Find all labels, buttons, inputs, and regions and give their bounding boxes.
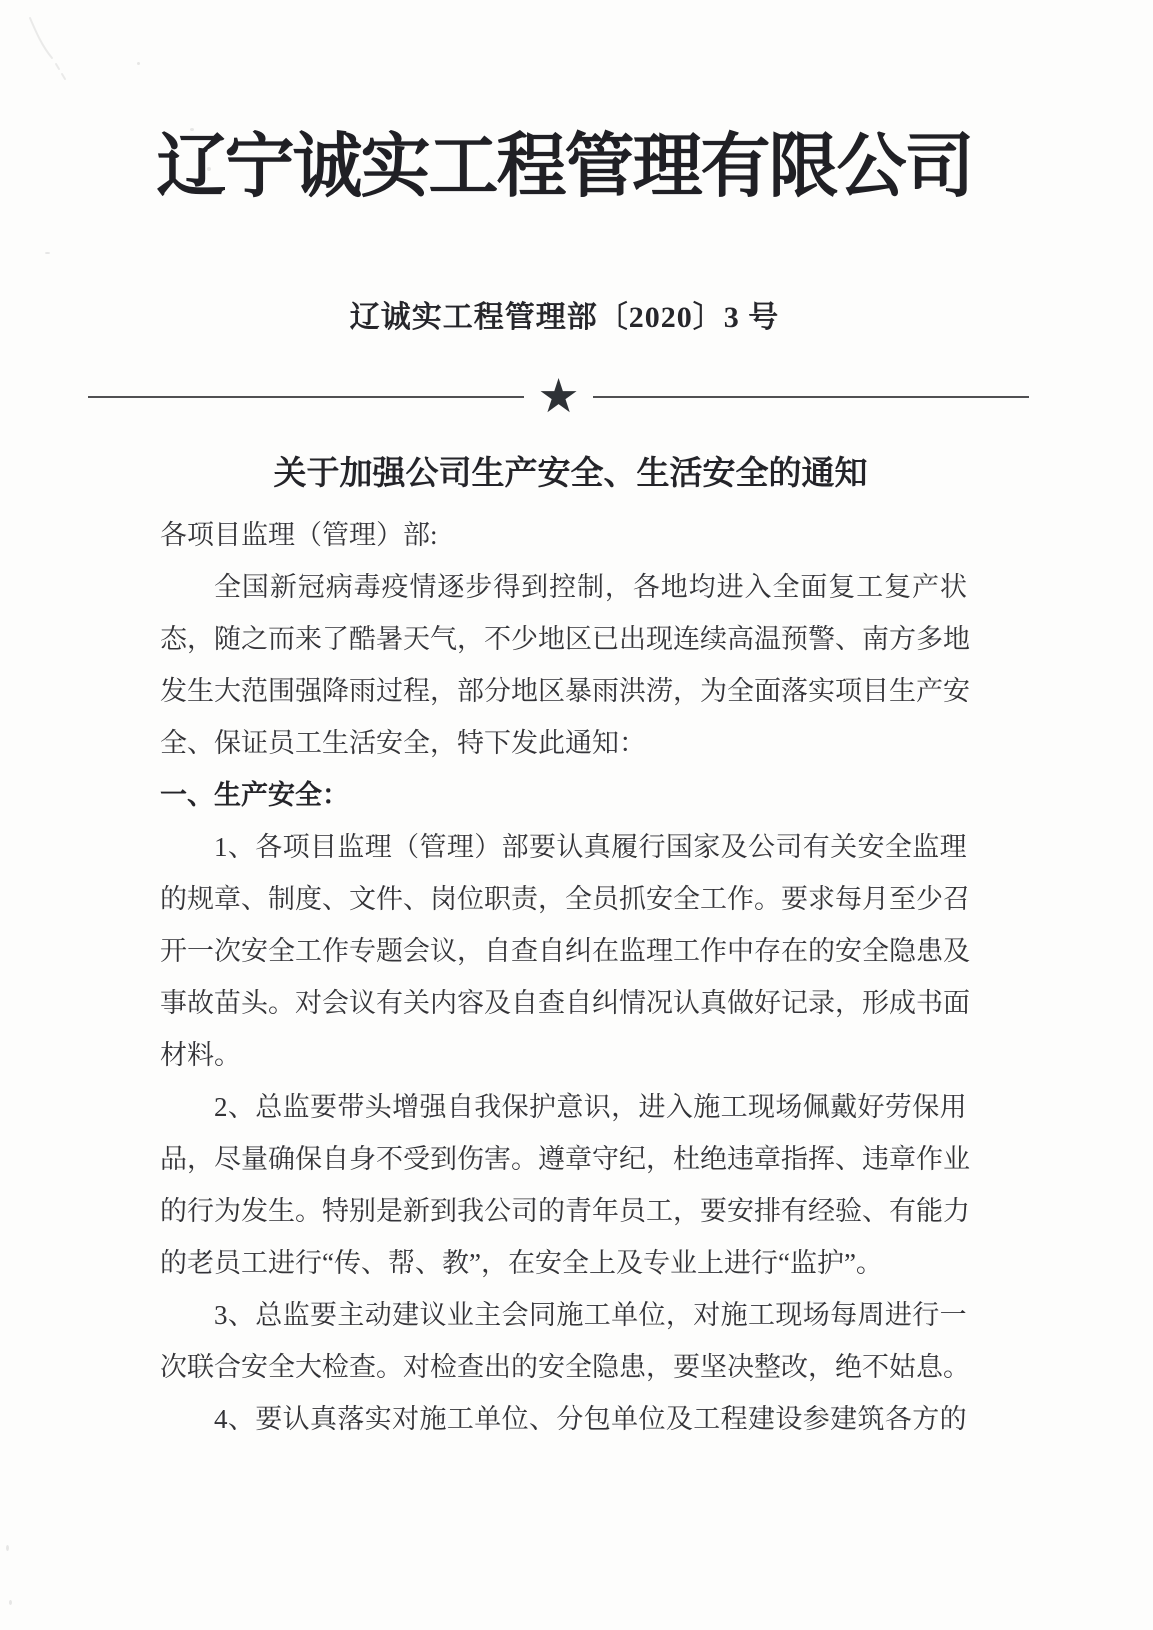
body-line: 3 、 总 监 要 主 动 建 议 业 主 会 同 施 工 单 位 ， 对 施 工 现 场 每 周 进 行 一 xyxy=(214,1300,967,1330)
body-line: 各项目监理（管理）部: xyxy=(160,520,438,550)
document-number: 辽诚实工程管理部〔2020〕3 号 xyxy=(349,301,780,334)
body-line: 的 行 为 发 生 。 特 别 是 新 到 我 公 司 的 青 年 员 工 ， 要 安 排 有 经 验 、 有 能 力 xyxy=(160,1196,970,1226)
company-letterhead-title: 辽宁诚实工程管理有限公司 xyxy=(156,129,973,206)
body-line: 2 、 总 监 要 带 头 增 强 自 我 保 护 意 识 ， 进 入 施 工 现 场 佩 戴 好 劳 保 用 xyxy=(214,1092,967,1122)
star-icon: ★ xyxy=(537,369,580,424)
divider-rule-left xyxy=(88,396,524,398)
scan-artifact xyxy=(9,1600,12,1605)
body-line: 全 国 新 冠 病 毒 疫 情 逐 步 得 到 控 制 ， 各 地 均 进 入 全 面 复 工 复 产 状 xyxy=(214,572,967,602)
body-line: 态 ， 随 之 而 来 了 酷 暑 天 气 ， 不 少 地 区 已 出 现 连 续 高 温 预 警 、 南 方 多 地 xyxy=(160,624,970,654)
body-line: 品 ， 尽 量 确 保 自 身 不 受 到 伤 害 。 遵 章 守 纪 ， 杜 绝 违 章 指 挥 、 违 章 作 业 xyxy=(160,1144,970,1174)
scan-artifact xyxy=(45,252,50,254)
body-line: 的老员工进行“传、帮、教”，在安全上及专业上进行“监护”。 xyxy=(160,1248,883,1278)
body-line: 的 规 章 、 制 度 、 文 件 、 岗 位 职 责 ， 全 员 抓 安 全 工 作 。 要 求 每 月 至 少 召 xyxy=(160,884,970,914)
document-title: 关于加强公司生产安全、生活安全的通知 xyxy=(273,456,868,492)
scan-artifact xyxy=(137,62,140,65)
body-line: 全、保证员工生活安全，特下发此通知： xyxy=(160,728,646,758)
star-divider xyxy=(88,369,1029,424)
divider-rule-right xyxy=(593,396,1029,398)
body-line: 次 联 合 安 全 大 检 查 。 对 检 查 出 的 安 全 隐 患 ， 要 坚 决 整 改 ， 绝 不 姑 息 。 xyxy=(160,1352,970,1382)
body-line: 材料。 xyxy=(160,1040,241,1070)
body-line: 事 故 苗 头 。 对 会 议 有 关 内 容 及 自 查 自 纠 情 况 认 真 做 好 记 录 ， 形 成 书 面 xyxy=(160,988,970,1018)
scan-artifact xyxy=(6,1545,9,1551)
body-line: 开 一 次 安 全 工 作 专 题 会 议 ， 自 查 自 纠 在 监 理 工 作 中 存 在 的 安 全 隐 患 及 xyxy=(160,936,970,966)
body-section-heading: 一、生产安全： xyxy=(160,780,349,810)
document-body xyxy=(160,509,970,1445)
body-line: 1 、 各 项 目 监 理 （ 管 理 ） 部 要 认 真 履 行 国 家 及 公 司 有 关 安 全 监 理 xyxy=(214,832,967,862)
body-line: 发 生 大 范 围 强 降 雨 过 程 ， 部 分 地 区 暴 雨 洪 涝 ， 为 全 面 落 实 项 目 生 产 安 xyxy=(160,676,970,706)
scan-artifact xyxy=(22,12,82,92)
body-line: 4 、 要 认 真 落 实 对 施 工 单 位 、 分 包 单 位 及 工 程 建 设 参 建 筑 各 方 的 xyxy=(214,1404,967,1434)
